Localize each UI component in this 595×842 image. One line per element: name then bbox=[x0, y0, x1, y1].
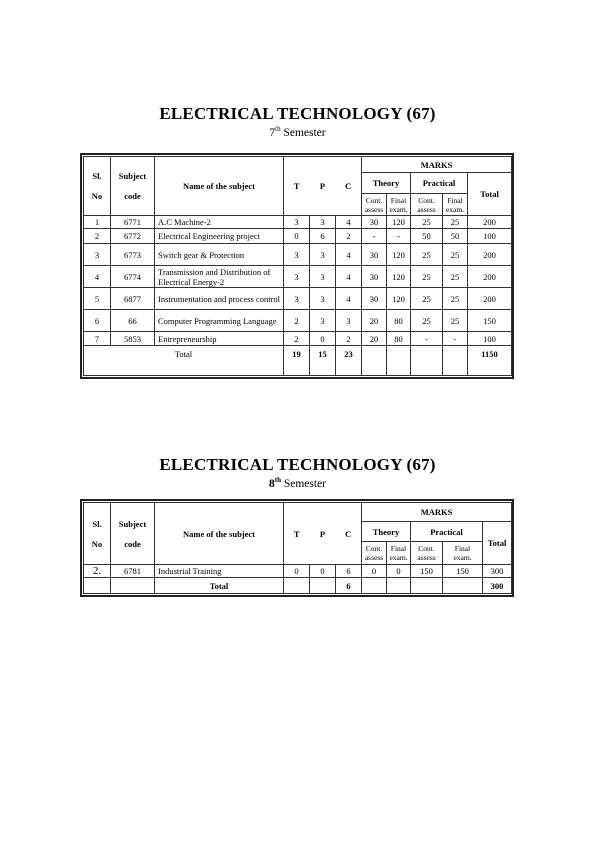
practical-final-cell: 25 bbox=[443, 288, 468, 310]
sem7-subtitle: 7th Semester bbox=[269, 125, 326, 139]
c-cell: 2 bbox=[336, 229, 362, 244]
table-row bbox=[84, 288, 512, 310]
total-grand: 1150 bbox=[468, 346, 512, 376]
p-cell: 3 bbox=[310, 310, 336, 332]
theory-final-cell: 120 bbox=[387, 288, 411, 310]
total-cell: 200 bbox=[468, 288, 512, 310]
total-header: Total bbox=[468, 173, 512, 216]
marks-header: MARKS bbox=[362, 503, 512, 522]
name-cell: Electrical Engineering project bbox=[155, 229, 284, 244]
code-cell: 6781 bbox=[111, 565, 155, 578]
practical-assess-cell: 25 bbox=[411, 266, 443, 288]
totals-label: Total bbox=[84, 346, 284, 376]
theory-final-cell: - bbox=[387, 229, 411, 244]
empty-cell bbox=[443, 346, 468, 376]
code-cell: 6877 bbox=[111, 288, 155, 310]
practical-cont-assess-header: Cont. assess bbox=[411, 194, 443, 216]
practical-assess-cell: 150 bbox=[411, 565, 443, 578]
c-cell: 4 bbox=[336, 288, 362, 310]
sl-cell: 3 bbox=[84, 244, 111, 266]
totals-row bbox=[84, 346, 512, 376]
total-c: 6 bbox=[336, 578, 362, 594]
sl-cell: 7 bbox=[84, 332, 111, 346]
theory-final-cell: 120 bbox=[387, 216, 411, 229]
empty-cell bbox=[411, 346, 443, 376]
theory-assess-cell: 0 bbox=[362, 565, 387, 578]
theory-final-cell: 120 bbox=[387, 266, 411, 288]
theory-assess-cell: - bbox=[362, 229, 387, 244]
subject-name-header: Name of the subject bbox=[155, 157, 284, 216]
practical-assess-cell: 25 bbox=[411, 216, 443, 229]
practical-final-cell: 25 bbox=[443, 216, 468, 229]
sl-header: Sl. No bbox=[84, 157, 111, 216]
subject-name-header: Name of the subject bbox=[155, 503, 284, 565]
name-cell: Instrumentation and process control bbox=[155, 288, 284, 310]
empty-cell bbox=[443, 578, 483, 594]
sl-cell: 6 bbox=[84, 310, 111, 332]
name-cell: Transmission and Distribution of Electrical Energy-2 bbox=[155, 266, 284, 288]
totals-row bbox=[84, 578, 512, 594]
table-row bbox=[84, 310, 512, 332]
p-cell: 3 bbox=[310, 244, 336, 266]
total-cell: 200 bbox=[468, 244, 512, 266]
sl-cell: 2. bbox=[84, 565, 111, 578]
p-header: P bbox=[310, 503, 336, 565]
name-cell: Industrial Training bbox=[155, 565, 284, 578]
theory-assess-cell: 30 bbox=[362, 266, 387, 288]
table-row bbox=[84, 332, 512, 346]
theory-assess-cell: 30 bbox=[362, 244, 387, 266]
p-cell: 0 bbox=[310, 565, 336, 578]
t-cell: 3 bbox=[284, 266, 310, 288]
sem7-heading bbox=[0, 104, 595, 139]
theory-final-cell: 0 bbox=[387, 565, 411, 578]
total-p: 15 bbox=[310, 346, 336, 376]
practical-final-cell: - bbox=[443, 332, 468, 346]
practical-assess-cell: 25 bbox=[411, 310, 443, 332]
name-cell: Entrepreneurship bbox=[155, 332, 284, 346]
sem7-table bbox=[80, 153, 514, 379]
theory-final-cell: 120 bbox=[387, 244, 411, 266]
c-cell: 2 bbox=[336, 332, 362, 346]
theory-final-cell: 80 bbox=[387, 310, 411, 332]
subject-code-header: Subject code bbox=[111, 157, 155, 216]
theory-final-exam-header: Final exam. bbox=[387, 542, 411, 565]
empty-cell bbox=[111, 578, 155, 594]
empty-cell bbox=[387, 578, 411, 594]
total-t: 19 bbox=[284, 346, 310, 376]
sl-cell: 4 bbox=[84, 266, 111, 288]
theory-cont-assess-header: Cont. assess bbox=[362, 542, 387, 565]
table-row bbox=[84, 229, 512, 244]
code-cell: 6773 bbox=[111, 244, 155, 266]
c-cell: 4 bbox=[336, 216, 362, 229]
marks-header: MARKS bbox=[362, 157, 512, 173]
empty-cell bbox=[411, 578, 443, 594]
sl-cell: 1 bbox=[84, 216, 111, 229]
practical-final-exam-header: Final exam. bbox=[443, 542, 483, 565]
p-cell: 6 bbox=[310, 229, 336, 244]
total-cell: 100 bbox=[468, 229, 512, 244]
total-cell: 300 bbox=[483, 565, 512, 578]
c-cell: 6 bbox=[336, 565, 362, 578]
table-row bbox=[84, 266, 512, 288]
empty-cell bbox=[387, 346, 411, 376]
code-cell: 6772 bbox=[111, 229, 155, 244]
t-cell: 3 bbox=[284, 288, 310, 310]
table-row bbox=[84, 244, 512, 266]
practical-final-exam-header: Final exam. bbox=[443, 194, 468, 216]
sem7-title: ELECTRICAL TECHNOLOGY (67) bbox=[159, 104, 436, 123]
code-cell: 6771 bbox=[111, 216, 155, 229]
c-header: C bbox=[336, 503, 362, 565]
c-cell: 4 bbox=[336, 244, 362, 266]
name-cell: A.C Machine-2 bbox=[155, 216, 284, 229]
sem8-table bbox=[80, 499, 514, 597]
t-header: T bbox=[284, 157, 310, 216]
theory-assess-cell: 20 bbox=[362, 332, 387, 346]
practical-assess-cell: 50 bbox=[411, 229, 443, 244]
sem8-subtitle: 8th Semester bbox=[268, 476, 326, 490]
empty-cell bbox=[362, 346, 387, 376]
code-cell: 66 bbox=[111, 310, 155, 332]
sem8-title: ELECTRICAL TECHNOLOGY (67) bbox=[159, 455, 436, 474]
total-cell: 200 bbox=[468, 216, 512, 229]
total-grand: 300 bbox=[483, 578, 512, 594]
theory-cont-assess-header: Cont. assess bbox=[362, 194, 387, 216]
empty-cell bbox=[284, 578, 310, 594]
t-cell: 0 bbox=[284, 565, 310, 578]
total-c: 23 bbox=[336, 346, 362, 376]
p-cell: 3 bbox=[310, 288, 336, 310]
total-cell: 100 bbox=[468, 332, 512, 346]
t-cell: 2 bbox=[284, 332, 310, 346]
total-header: Total bbox=[483, 522, 512, 565]
practical-assess-cell: 25 bbox=[411, 288, 443, 310]
sem8-heading bbox=[0, 455, 595, 490]
p-cell: 3 bbox=[310, 216, 336, 229]
table-row bbox=[84, 216, 512, 229]
p-cell: 0 bbox=[310, 332, 336, 346]
name-cell: Switch gear & Protection bbox=[155, 244, 284, 266]
practical-assess-cell: 25 bbox=[411, 244, 443, 266]
practical-cont-assess-header: Cont. assess bbox=[411, 542, 443, 565]
c-cell: 4 bbox=[336, 266, 362, 288]
practical-header: Practical bbox=[411, 173, 468, 194]
t-cell: 2 bbox=[284, 310, 310, 332]
practical-final-cell: 25 bbox=[443, 310, 468, 332]
theory-final-exam-header: Final exam. bbox=[387, 194, 411, 216]
t-cell: 3 bbox=[284, 216, 310, 229]
c-header: C bbox=[336, 157, 362, 216]
t-header: T bbox=[284, 503, 310, 565]
theory-header: Theory bbox=[362, 173, 411, 194]
practical-assess-cell: - bbox=[411, 332, 443, 346]
practical-final-cell: 25 bbox=[443, 244, 468, 266]
t-cell: 3 bbox=[284, 244, 310, 266]
c-cell: 3 bbox=[336, 310, 362, 332]
code-cell: 6774 bbox=[111, 266, 155, 288]
table-row bbox=[84, 565, 512, 578]
total-cell: 200 bbox=[468, 266, 512, 288]
subject-code-header: Subject code bbox=[111, 503, 155, 565]
name-cell: Computer Programming Language bbox=[155, 310, 284, 332]
p-cell: 3 bbox=[310, 266, 336, 288]
theory-header: Theory bbox=[362, 522, 411, 542]
totals-label: Total bbox=[155, 578, 284, 594]
theory-assess-cell: 30 bbox=[362, 288, 387, 310]
practical-final-cell: 150 bbox=[443, 565, 483, 578]
sl-cell: 2 bbox=[84, 229, 111, 244]
empty-cell bbox=[362, 578, 387, 594]
p-header: P bbox=[310, 157, 336, 216]
sl-cell: 5 bbox=[84, 288, 111, 310]
theory-assess-cell: 30 bbox=[362, 216, 387, 229]
empty-cell bbox=[84, 578, 111, 594]
empty-cell bbox=[310, 578, 336, 594]
sl-header: Sl. No bbox=[84, 503, 111, 565]
t-cell: 0 bbox=[284, 229, 310, 244]
total-cell: 150 bbox=[468, 310, 512, 332]
theory-assess-cell: 20 bbox=[362, 310, 387, 332]
code-cell: 5853 bbox=[111, 332, 155, 346]
theory-final-cell: 80 bbox=[387, 332, 411, 346]
practical-final-cell: 50 bbox=[443, 229, 468, 244]
practical-final-cell: 25 bbox=[443, 266, 468, 288]
practical-header: Practical bbox=[411, 522, 483, 542]
